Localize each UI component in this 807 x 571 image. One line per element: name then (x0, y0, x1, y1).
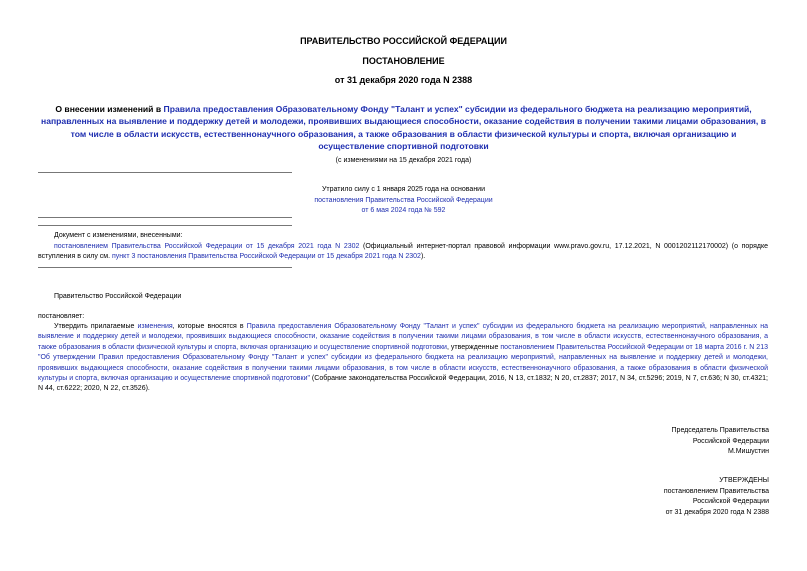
changes-label: Документ с изменениями, внесенными: (54, 232, 183, 239)
changes-text (38, 242, 768, 263)
changes-source: (Официальный интернет-портал правовой информации www.pravo.gov.ru, 17.12.2021, N 0001202112170002) (о порядке вступления в силу см. (38, 243, 769, 261)
title-rules-link[interactable]: Правила предоставления Образовательному Фонду "Талант и успех" субсидии из федерального бюджета на реализацию мероприятий, направленных на выявление и поддержку детей и молодежи, проявивших выдающиеся способности, оказание содействия в получении такими лицами образования, в том числе в области искусств, естественнонаучного образования, а также образования в области физической культуры и спорта, включая организацию и осуществление спортивной подготовки (41, 104, 766, 152)
decree-213-link[interactable]: постановлением Правительства Российской Федерации от 18 марта 2016 г. N 213 "Об утверждении Правил предоставления Образовательному Фонду "Талант и успех" субсидии из федерального бюджета на реализацию мероприятий, направленных на выявление и поддержку детей и молодежи, проявивших выдающиеся способности, оказание содействия в получении такими лицами образования, в том числе в области искусств, естественнонаучного образования, а также образования в области физической культуры и спорта, включая организацию и осуществление спортивной подготовки" (38, 343, 768, 383)
approved-by: постановлением Правительства (663, 487, 769, 495)
divider (38, 217, 292, 218)
authority: Правительство Российской Федерации (54, 293, 182, 300)
divider (38, 225, 292, 226)
divider (38, 172, 292, 173)
changes-point-link[interactable]: пункт 3 постановления Правительства Российской Федерации от 15 декабря 2021 года N 2302 (112, 253, 421, 261)
expiry-decree-link[interactable]: постановления Правительства Российской Федерации (314, 196, 493, 204)
approved-block (664, 476, 769, 518)
paragraph-end: (Собрание законодательства Российской Федерации, 2016, N 13, ст.1832; N 20, ст.2837; 2017, N 34, ст.5296; 2019, N 7, ст.636; N 30, ст.4321; N 44, ст.6222; 2020, N 22, ст.3526). (38, 375, 768, 393)
approved-org: Российской Федерации (692, 498, 769, 506)
paragraph-mid-1: , которые вносятся в (172, 323, 247, 330)
expiry-decree-date-link[interactable]: от 6 мая 2024 года № 592 (361, 207, 446, 215)
signature-org: Российской Федерации (692, 437, 769, 445)
document-title (38, 103, 769, 153)
changes-end: ). (420, 253, 426, 261)
title-prefix: О внесении изменений в (55, 104, 164, 114)
changes-decree-link[interactable]: постановлением Правительства Российской Федерации от 15 декабря 2021 года N 2302 (54, 243, 360, 250)
approved-heading: УТВЕРЖДЕНЫ (719, 477, 769, 484)
resolves: постановляет: (38, 313, 85, 320)
signature-name: М.Мишустин (727, 448, 769, 456)
rules-link[interactable]: Правила предоставления Образовательному Фонду "Талант и успех" субсидии из федерального бюджета на реализацию мероприятий, направленных на выявление и поддержку детей и молодежи, проявивших выдающиеся способности, оказание содействия в получении такими лицами образования, в том числе в области искусств, естественнонаучного образования, а также образования в области физической культуры и спорта, включая организацию и осуществление спортивной подготовки (38, 323, 768, 351)
document-type: ПОСТАНОВЛЕНИЕ (362, 56, 445, 66)
paragraph-start: Утвердить прилагаемые (54, 323, 138, 330)
expiry-notice (0, 185, 807, 217)
signature-title: Председатель Правительства (671, 427, 769, 434)
government-heading: ПРАВИТЕЛЬСТВО РОССИЙСКОЙ ФЕДЕРАЦИИ (300, 36, 507, 46)
paragraph-mid-2: , утвержденные (446, 343, 501, 351)
divider (38, 267, 292, 268)
revision-note: (с изменениями на 15 декабря 2021 года) (335, 157, 472, 164)
changes-link[interactable]: изменения (137, 323, 173, 330)
document-date-number: от 31 декабря 2020 года N 2388 (334, 75, 473, 85)
approved-date: от 31 декабря 2020 года N 2388 (665, 508, 769, 516)
expiry-line-1: Утратило силу с 1 января 2025 года на основании (321, 186, 486, 193)
signature-block (672, 426, 769, 458)
main-paragraph (38, 322, 768, 395)
